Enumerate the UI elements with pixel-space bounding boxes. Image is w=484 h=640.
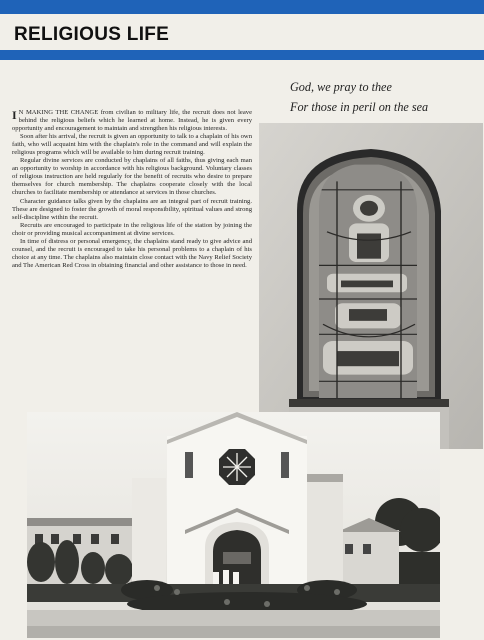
top-color-band <box>0 0 484 14</box>
hymn-verse <box>290 77 480 117</box>
verse-line-2: For those in peril on the sea <box>290 100 429 114</box>
drop-cap: I <box>12 108 17 122</box>
article-paragraph-3: Regular divine services are conducted by chaplains of all faiths, thus giving each man an opportunity to worship in accordance with his religious background. Voluntary classes of religious instruction are held regularly for the benefit of recruits who desire to prepare themselves for church membership. The chaplains cooperate closely with the local churches to facilitate membership or attendance at services in those churches. <box>12 157 252 197</box>
lead-in-caps: N MAKING THE CHANGE <box>18 109 99 116</box>
page-title: RELIGIOUS LIFE <box>14 24 170 45</box>
verse-line-1: God, we pray to thee <box>290 80 392 94</box>
chapel-exterior-photo <box>27 412 440 638</box>
article-body <box>12 109 252 270</box>
article-paragraph-2: Soon after his arrival, the recruit is given an opportunity to talk to a chaplain of his own faith, who will acquaint him with the chaplain's role in the command and will explain the religious programs which will be available to him during recruit training. <box>12 133 252 157</box>
article-paragraph-4: Character guidance talks given by the chaplains are an integral part of recruit training. These are designed to foster the growth of moral responsibility, spiritual values and strong self-discipline within the recruit. <box>12 197 252 221</box>
stained-glass-window-photo <box>259 123 483 449</box>
article-paragraph-5: Recruits are encouraged to participate in the religious life of the station by joining the choir or providing musical accompaniment at divine services. <box>12 221 252 237</box>
article-paragraph-6: In time of distress or personal emergency, the chaplains stand ready to give advice and counsel, and the recruit is encouraged to take his personal problems to a chaplain of his choice at any time. The chaplains also maintain close contact with the Navy Relief Society and The American Red Cross in obtaining financial and other assistance to those in need. <box>12 237 252 269</box>
article-paragraph-1: I N MAKING THE CHANGE from civilian to military life, the recruit does not leave behind the religious beliefs which he learned at home. Instead, he is given every opportunity and encouragement to maintain and strengthen his religious interests. <box>12 108 253 133</box>
title-underline-band <box>0 50 484 60</box>
